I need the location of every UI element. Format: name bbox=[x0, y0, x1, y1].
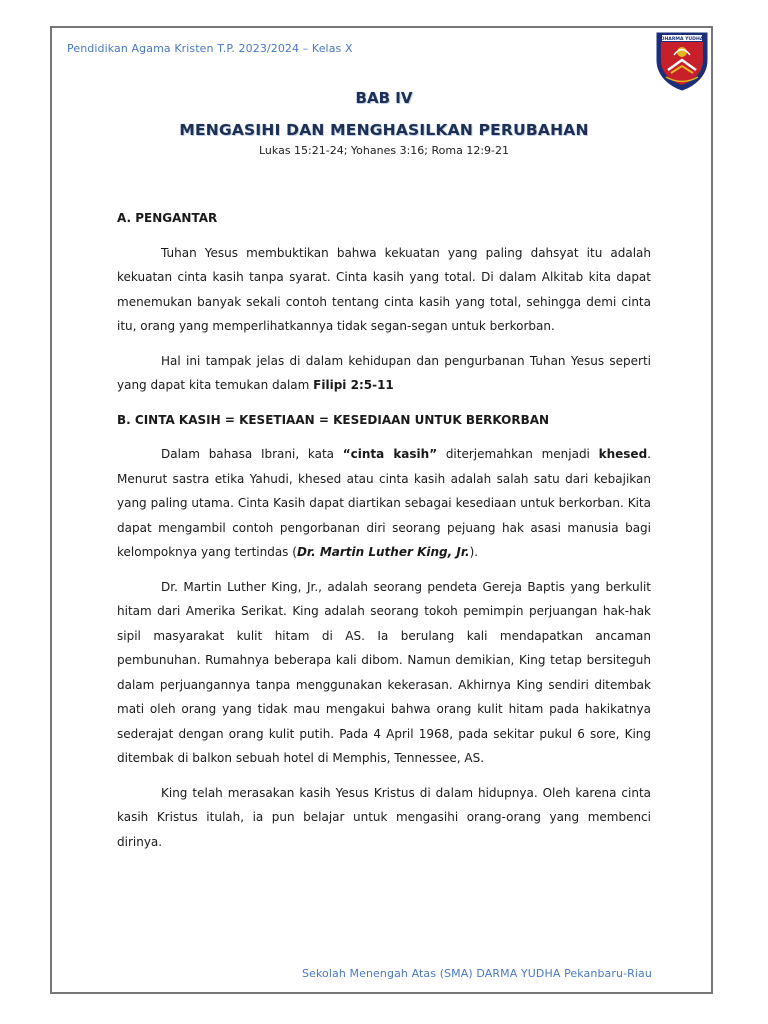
header-course: Pendidikan Agama Kristen T.P. 2023/2024 – Kelas X bbox=[67, 42, 353, 55]
text-run: . Menurut sastra etika Yahudi, khesed atau cinta kasih adalah salah satu dari kebajikan yang paling utama. Cinta Kasih dapat diartikan sebagai kesediaan untuk berkorban. Kita dapat mengambil contoh pengorbanan diri seorang pejuang hak asasi manusia bagi kelompoknya yang tertindas ( bbox=[117, 447, 651, 559]
section-b-paragraph-2: Dr. Martin Luther King, Jr., adalah seorang pendeta Gereja Baptis yang berkulit hitam dari Amerika Serikat. King adalah seorang tokoh pemimpin perjuangan hak-hak sipil masyarakat kulit hitam di AS. Ia berulang kali mendapatkan ancaman pembunuhan. Rumahnya beberapa kali dibom. Namun demikian, King tetap bersiteguh dalam perjuangannya tanpa menggunakan kekerasan. Akhirnya King sendiri ditembak mati oleh orang yang tidak mau mengakui bahwa orang kulit hitam pada hakikatnya sederajat dengan orang kulit putih. Pada 4 April 1968, pada sekitar pukul 6 sore, King ditembak di balkon sebuah hotel di Memphis, Tennessee, AS. bbox=[117, 579, 651, 765]
name-martin-luther-king: Dr. Martin Luther King, Jr. bbox=[296, 545, 470, 559]
section-b-paragraph-3: King telah merasakan kasih Yesus Kristus di dalam hidupnya. Oleh karena cinta kasih Kristus itulah, ia pun belajar untuk mengasihi orang-orang yang membenci dirinya. bbox=[117, 785, 651, 849]
chapter-title: MENGASIHI DAN MENGHASILKAN PERUBAHAN bbox=[179, 121, 589, 139]
section-a-paragraph-1: Tuhan Yesus membuktikan bahwa kekuatan yang paling dahsyat itu adalah kekuatan cinta kasih tanpa syarat. Cinta kasih yang total. Di dalam Alkitab kita dapat menemukan banyak sekali contoh tentang cinta kasih yang total, sehingga demi cinta itu, orang yang memperlihatkannya tidak segan-segan untuk berkorban. bbox=[117, 245, 651, 333]
footer-school: Sekolah Menengah Atas (SMA) DARMA YUDHA Pekanbaru-Riau bbox=[302, 967, 652, 980]
text-run: ). bbox=[469, 545, 479, 559]
document-body bbox=[117, 206, 651, 864]
text-run: diterjemahkan menjadi bbox=[437, 447, 599, 461]
section-b-heading: B. CINTA KASIH = KESETIAAN = KESEDIAAN UNTUK BERKORBAN bbox=[117, 412, 550, 427]
bible-reference-filipi: Filipi 2:5-11 bbox=[313, 378, 394, 392]
section-a-heading: A. PENGANTAR bbox=[117, 211, 218, 225]
term-khesed: khesed bbox=[598, 447, 648, 461]
logo-text: DHARMA YUDHA bbox=[660, 37, 704, 42]
section-b-paragraph-1 bbox=[117, 442, 651, 565]
chapter-references: Lukas 15:21-24; Yohanes 3:16; Roma 12:9-21 bbox=[259, 144, 509, 157]
section-a-paragraph-2 bbox=[117, 349, 651, 398]
term-cinta-kasih: “cinta kasih” bbox=[342, 447, 438, 461]
chapter-number: BAB IV bbox=[355, 89, 413, 107]
school-logo-icon bbox=[654, 30, 710, 92]
section-a-paragraph-2-text: Hal ini tampak jelas di dalam kehidupan dan pengurbanan Tuhan Yesus seperti yang dapat kita temukan dalam bbox=[117, 353, 651, 392]
text-run: Dalam bahasa Ibrani, kata bbox=[161, 447, 343, 461]
